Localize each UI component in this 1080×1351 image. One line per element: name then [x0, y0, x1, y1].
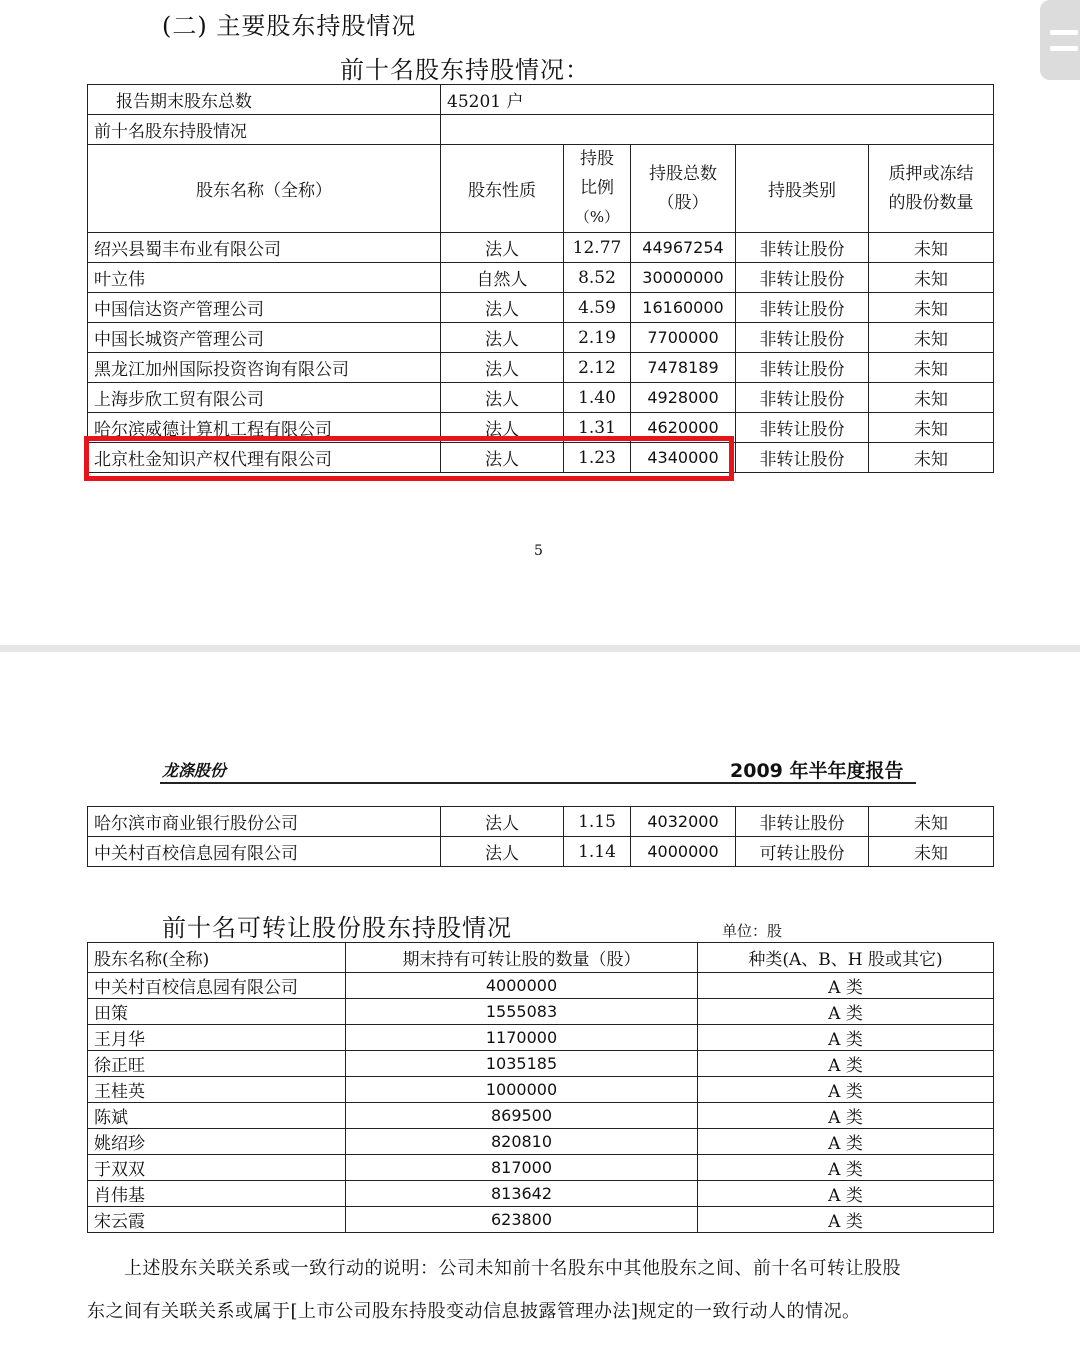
holding-ratio: 1.31: [564, 413, 631, 443]
shares-held: 7700000: [631, 323, 736, 353]
shareholder-nature: 自然人: [441, 263, 564, 293]
pledged-shares: 未知: [869, 383, 994, 413]
table-row: [88, 1207, 994, 1233]
shareholder-name: 王桂英: [88, 1077, 346, 1103]
shares-held: 4032000: [631, 807, 736, 837]
company-name: 龙涤股份: [162, 761, 227, 780]
share-category: 非转让股份: [736, 443, 869, 473]
header-row: [88, 145, 994, 233]
table-row: [88, 1181, 994, 1207]
shareholder-name: 中关村百校信息园有限公司: [88, 973, 346, 999]
shareholder-nature: 法人: [441, 443, 564, 473]
shareholder-name: 于双双: [88, 1155, 346, 1181]
header-ratio: 持股 比例 （%）: [564, 145, 631, 233]
pledged-shares: 未知: [869, 413, 994, 443]
shareholder-name: 哈尔滨威德计算机工程有限公司: [88, 413, 441, 443]
share-type: A 类: [698, 1051, 994, 1077]
pledged-shares: 未知: [869, 293, 994, 323]
tradable-quantity: 623800: [346, 1207, 698, 1233]
tradable-quantity: 869500: [346, 1103, 698, 1129]
table-row: [88, 1103, 994, 1129]
share-type: A 类: [698, 1207, 994, 1233]
holding-ratio: 4.59: [564, 293, 631, 323]
shares-held: 4340000: [631, 443, 736, 473]
shares-held: 16160000: [631, 293, 736, 323]
shareholder-name: 哈尔滨市商业银行股份公司: [88, 807, 441, 837]
shareholder-name: 徐正旺: [88, 1051, 346, 1077]
share-type: A 类: [698, 1181, 994, 1207]
shareholder-name: 叶立伟: [88, 263, 441, 293]
table-row: [88, 323, 994, 353]
shareholder-nature: 法人: [441, 293, 564, 323]
pledged-shares: 未知: [869, 353, 994, 383]
shares-held: 44967254: [631, 233, 736, 263]
shares-held: 4928000: [631, 383, 736, 413]
pledged-shares: 未知: [869, 323, 994, 353]
page-separator: [0, 645, 1080, 652]
shareholder-name: 北京杜金知识产权代理有限公司: [88, 443, 441, 473]
tradable-quantity: 1000000: [346, 1077, 698, 1103]
table-row: [88, 1025, 994, 1051]
shareholder-nature: 法人: [441, 413, 564, 443]
share-category: 非转让股份: [736, 807, 869, 837]
holding-ratio: 8.52: [564, 263, 631, 293]
table-row: [88, 383, 994, 413]
shareholder-name: 上海步欣工贸有限公司: [88, 383, 441, 413]
holding-ratio: 1.14: [564, 837, 631, 867]
share-type: A 类: [698, 1129, 994, 1155]
table-row: [88, 999, 994, 1025]
holding-ratio: 2.19: [564, 323, 631, 353]
shareholder-name: 中关村百校信息园有限公司: [88, 837, 441, 867]
holding-ratio: 12.77: [564, 233, 631, 263]
holding-ratio: 1.40: [564, 383, 631, 413]
top10-shareholders-table-continued: [87, 806, 994, 867]
share-type: A 类: [698, 999, 994, 1025]
header-qty: 期末持有可转让股的数量（股）: [346, 943, 698, 973]
header-name: 股东名称（全称）: [88, 145, 441, 233]
shareholder-nature: 法人: [441, 837, 564, 867]
pledged-shares: 未知: [869, 233, 994, 263]
shareholder-name: 绍兴县蜀丰布业有限公司: [88, 233, 441, 263]
share-type: A 类: [698, 1077, 994, 1103]
table-row: [88, 353, 994, 383]
header-name: 股东名称(全称): [88, 943, 346, 973]
tradable-quantity: 1170000: [346, 1025, 698, 1051]
table-row: [88, 1129, 994, 1155]
section-title: (二) 主要股东持股情况: [162, 12, 417, 40]
pledged-shares: 未知: [869, 807, 994, 837]
note-line-1: 上述股东关联关系或一致行动的说明：公司未知前十名股东中其他股东之间、前十名可转让股股: [124, 1258, 901, 1279]
shareholder-name: 肖伟基: [88, 1181, 346, 1207]
shareholder-nature: 法人: [441, 323, 564, 353]
page-number: 5: [534, 543, 543, 559]
table-row: [88, 973, 994, 999]
shareholder-nature: 法人: [441, 233, 564, 263]
header-row: [88, 943, 994, 973]
tradable-quantity: 1555083: [346, 999, 698, 1025]
shareholder-name: 黑龙江加州国际投资咨询有限公司: [88, 353, 441, 383]
share-type: A 类: [698, 1025, 994, 1051]
table-row: [88, 293, 994, 323]
share-category: 可转让股份: [736, 837, 869, 867]
shareholder-name: 姚绍珍: [88, 1129, 346, 1155]
shareholder-nature: 法人: [441, 353, 564, 383]
header-pledge: 质押或冻结 的股份数量: [869, 145, 994, 233]
tradable-quantity: 820810: [346, 1129, 698, 1155]
tradable-quantity: 813642: [346, 1181, 698, 1207]
total-holders-label: 报告期末股东总数: [88, 85, 441, 115]
share-category: 非转让股份: [736, 233, 869, 263]
shareholder-name: 中国长城资产管理公司: [88, 323, 441, 353]
shareholder-name: 王月华: [88, 1025, 346, 1051]
total-holders-value: 45201 户: [441, 85, 994, 115]
highlight-box: [84, 436, 734, 481]
summary-row: [88, 115, 994, 145]
share-type: A 类: [698, 1103, 994, 1129]
share-category: 非转让股份: [736, 263, 869, 293]
shareholder-name: 陈斌: [88, 1103, 346, 1129]
summary-row: [88, 85, 994, 115]
table-row: [88, 1051, 994, 1077]
top10-shareholders-table: [87, 84, 994, 473]
header-category: 持股类别: [736, 145, 869, 233]
shareholder-name: 田策: [88, 999, 346, 1025]
tradable-quantity: 4000000: [346, 973, 698, 999]
shareholder-name: 宋云霞: [88, 1207, 346, 1233]
holding-ratio: 1.23: [564, 443, 631, 473]
tradable-quantity: 817000: [346, 1155, 698, 1181]
share-type: A 类: [698, 1155, 994, 1181]
table-row: [88, 837, 994, 867]
share-category: 非转让股份: [736, 293, 869, 323]
shares-held: 4620000: [631, 413, 736, 443]
note-line-2: 东之间有关联关系或属于[上市公司股东持股变动信息披露管理办法]规定的一致行动人的情况。: [87, 1301, 861, 1322]
shares-held: 30000000: [631, 263, 736, 293]
pledged-shares: 未知: [869, 263, 994, 293]
menu-icon[interactable]: [1040, 0, 1080, 80]
table-row: [88, 1155, 994, 1181]
tradable-table-title: 前十名可转让股份股东持股情况: [162, 914, 512, 942]
header-nature: 股东性质: [441, 145, 564, 233]
top10-label: 前十名股东持股情况: [88, 115, 441, 145]
table-row: [88, 233, 994, 263]
share-type: A 类: [698, 973, 994, 999]
holding-ratio: 1.15: [564, 807, 631, 837]
report-title: 2009 年半年度报告: [730, 760, 904, 782]
tradable-shareholders-table: [87, 942, 994, 1233]
shareholder-nature: 法人: [441, 383, 564, 413]
share-category: 非转让股份: [736, 383, 869, 413]
header-rule: [160, 782, 916, 784]
share-category: 非转让股份: [736, 413, 869, 443]
share-category: 非转让股份: [736, 323, 869, 353]
pledged-shares: 未知: [869, 443, 994, 473]
tradable-quantity: 1035185: [346, 1051, 698, 1077]
shareholder-name: 中国信达资产管理公司: [88, 293, 441, 323]
pledged-shares: 未知: [869, 837, 994, 867]
header-type: 种类(A、B、H 股或其它): [698, 943, 994, 973]
shares-held: 7478189: [631, 353, 736, 383]
holding-ratio: 2.12: [564, 353, 631, 383]
table-row: [88, 263, 994, 293]
table-title: 前十名股东持股情况：: [340, 56, 590, 84]
shares-held: 4000000: [631, 837, 736, 867]
table-row: [88, 807, 994, 837]
unit-label: 单位：股: [722, 922, 783, 940]
share-category: 非转让股份: [736, 353, 869, 383]
table-row: [88, 1077, 994, 1103]
shareholder-nature: 法人: [441, 807, 564, 837]
header-total: 持股总数 （股）: [631, 145, 736, 233]
